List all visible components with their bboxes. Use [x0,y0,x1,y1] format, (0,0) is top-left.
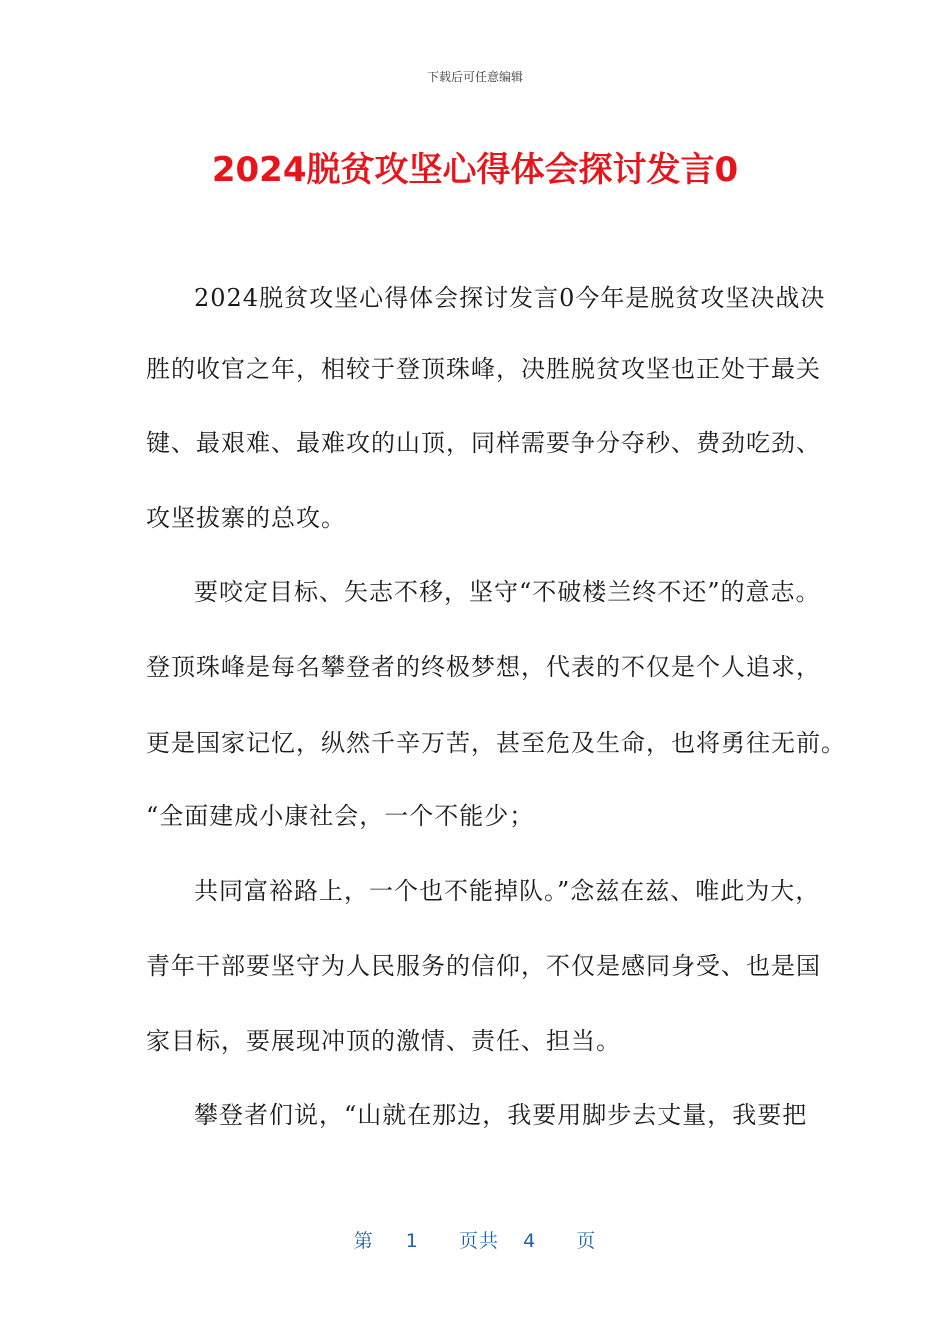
page-current: 1 [405,1230,419,1252]
paragraph-2-line-2: 登顶珠峰是每名攀登者的终极梦想，代表的不仅是个人追求， [146,653,821,681]
paragraph-4-line-1: 攀登者们说，“山就在那边，我要用脚步去丈量，我要把 [194,1101,808,1129]
paragraph-2-line-1: 要咬定目标、矢志不移，坚守“不破楼兰终不还”的意志。 [194,578,821,606]
page-number-footer [0,1226,950,1253]
document-title: 2024脱贫攻坚心得体会探讨发言0 [211,150,739,190]
paragraph-3-line-1: 共同富裕路上，一个也不能掉队。”念兹在兹、唯此为大， [194,877,821,905]
paragraph-3-line-2: 青年干部要坚守为人民服务的信仰，不仅是感同身受、也是国 [146,952,821,980]
paragraph-2-line-4: “全面建成小康社会，一个不能少； [146,802,535,830]
page-prefix: 第 [353,1230,374,1252]
page-suffix: 页 [576,1230,597,1252]
paragraph-1-line-3: 键、最艰难、最难攻的山顶，同样需要争分夺秒、费劲吃劲、 [146,429,821,457]
paragraph-3-line-3: 家目标，要展现冲顶的激情、责任、担当。 [146,1027,621,1055]
page-total: 4 [523,1230,537,1252]
paragraph-1-line-4: 攻坚拔寨的总攻。 [146,504,346,532]
paragraph-2-line-3: 更是国家记忆，纵然千辛万苦，甚至危及生命，也将勇往无前。 [146,729,846,757]
page-middle: 页共 [458,1230,499,1252]
header-note: 下载后可任意编辑 [426,70,523,84]
paragraph-1-line-1: 2024脱贫攻坚心得体会探讨发言0今年是脱贫攻坚决战决 [194,284,826,312]
paragraph-1-line-2: 胜的收官之年，相较于登顶珠峰，决胜脱贫攻坚也正处于最关 [146,355,821,383]
